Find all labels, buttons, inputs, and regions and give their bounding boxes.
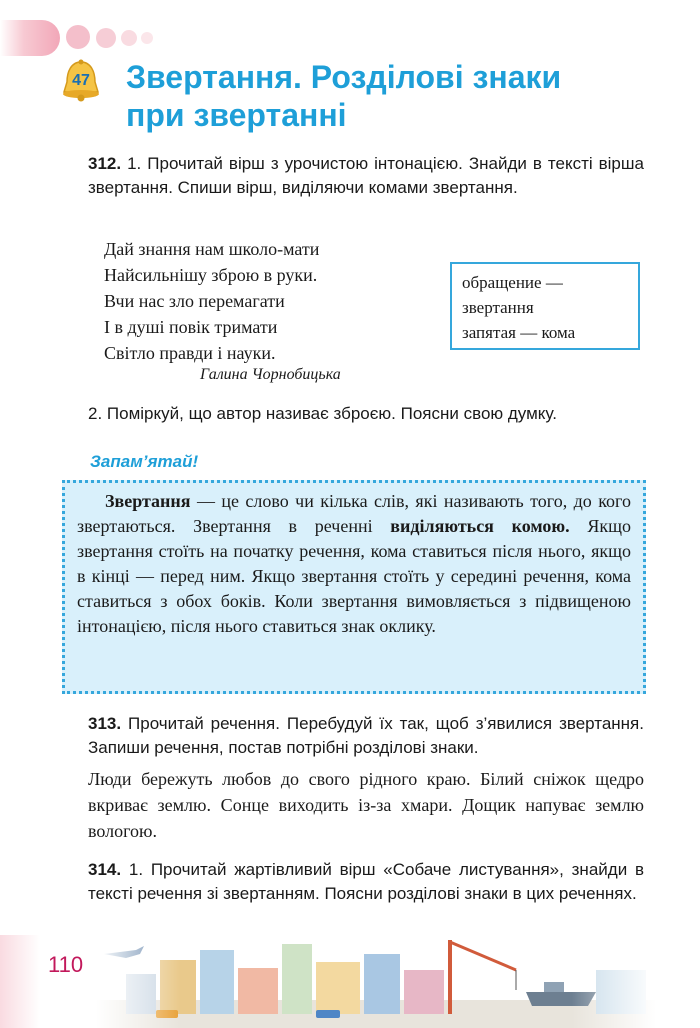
exercise-313-text — [88, 712, 644, 760]
glossary-line: обращение — — [462, 273, 563, 292]
exercise-number: 314. — [88, 860, 122, 879]
city-illustration — [96, 930, 656, 1028]
glossary-line: запятая — кома — [462, 323, 576, 342]
rule-text — [77, 489, 631, 639]
exercise-instruction: Прочитай речення. Перебудуй їх так, щоб з’явилися звертання. Запиши речення, постав потрібні розділові знаки. — [88, 714, 644, 757]
poem-line: І в душі повік тримати — [104, 317, 278, 337]
lesson-bell-icon — [58, 58, 104, 104]
exercise-number: 312. — [88, 154, 122, 173]
poem-line: Вчи нас зло перемагати — [104, 291, 285, 311]
page-number: 110 — [48, 952, 84, 977]
lesson-number: 47 — [72, 72, 90, 89]
exercise-313-sentences: Люди бережуть любов до свого рідного краю. Білий сніжок щедро вкриває землю. Сонце виходить із-за хмари. Дощик напуває землю вологою. — [88, 769, 644, 841]
decor-dot — [66, 25, 90, 49]
exercise-312-text — [88, 152, 644, 200]
rule-emphasis: виділяються комою. — [390, 516, 570, 536]
title-line-2: при звертанні — [126, 97, 347, 133]
poem-line: Світло правди і науки. — [104, 343, 276, 363]
decor-dot — [96, 28, 116, 48]
rule-text-part: — це слово чи кілька слів, які називають того, до кого звертаються. Звертання в реченні — [77, 491, 631, 536]
title-line-1: Звертання. Розділові знаки — [126, 59, 562, 95]
footer-decoration — [0, 935, 40, 1028]
decor-dot — [141, 32, 153, 44]
rule-term: Звертання — [105, 491, 191, 511]
glossary-box — [450, 262, 640, 350]
exercise-instruction: 1. Прочитай жартівливий вірш «Собаче листування», знайди в тексті речення зі звертанням. Поясни розділові знаки в цих реченнях. — [88, 860, 644, 903]
lesson-title — [126, 58, 666, 134]
header-decoration — [0, 20, 60, 56]
exercise-instruction: 1. Прочитай вірш з урочистою інтонацією. Знайди в тексті вірша звертання. Спиши вірш, виділяючи комами звертання. — [88, 154, 644, 197]
exercise-314-text — [88, 858, 644, 906]
remember-heading: Запам’ятай! — [90, 452, 199, 471]
rule-text-part: Якщо звертання стоїть на початку речення, кома ставиться після нього, якщо в кінці — перед ним. Якщо звертання стоїть у середині речення, кома ставиться з обох боків. Коли звертання вимовляється з підвищеною інтонацією, після нього ставиться знак оклику. — [77, 516, 631, 636]
glossary-line: звертання — [462, 298, 534, 317]
poem-line: Дай знання нам школо-мати — [104, 239, 320, 259]
rule-box — [62, 480, 646, 694]
decor-dot — [121, 30, 137, 46]
poem-line: Найсильнішу зброю в руки. — [104, 265, 318, 285]
exercise-312-task2: 2. Поміркуй, що автор називає зброєю. Поясни свою думку. — [88, 404, 557, 423]
poem-author: Галина Чорнобицька — [200, 366, 341, 383]
exercise-number: 313. — [88, 714, 122, 733]
poem — [104, 236, 434, 366]
